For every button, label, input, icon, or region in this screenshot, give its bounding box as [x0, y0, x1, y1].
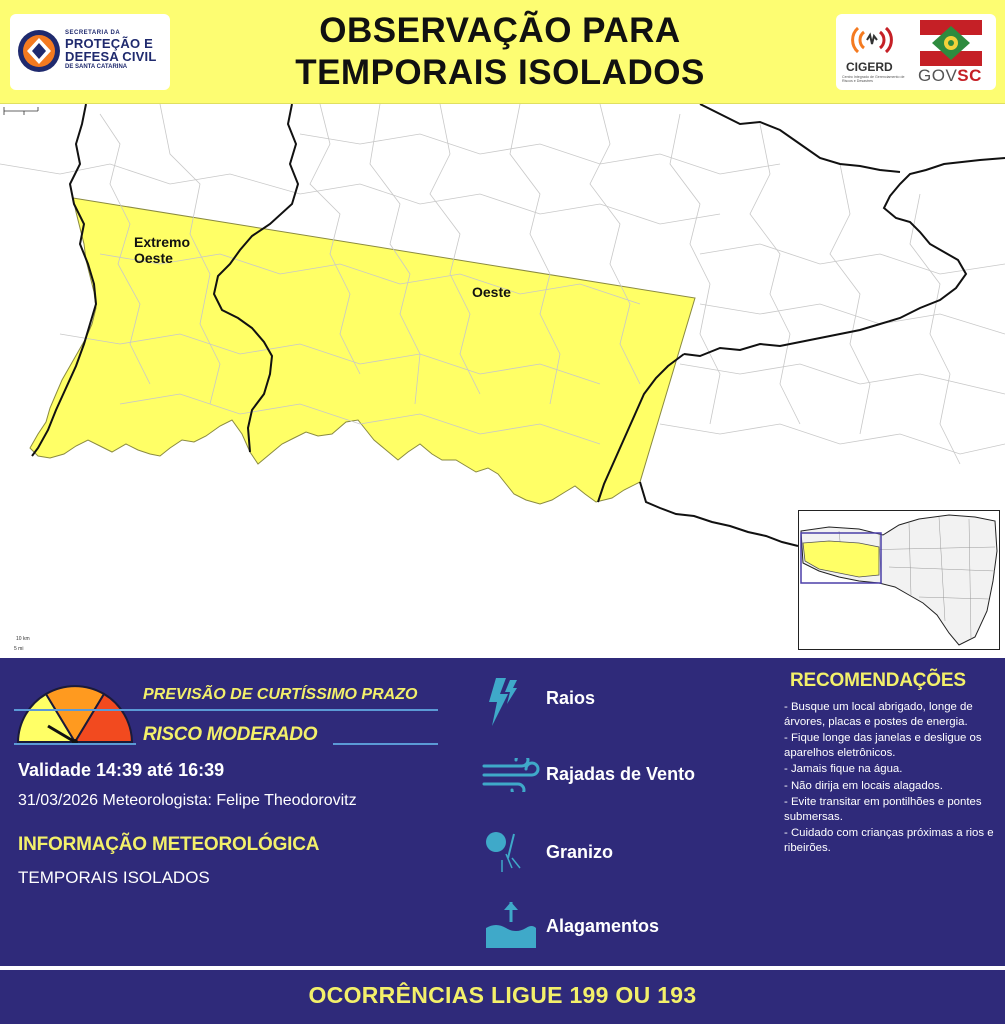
- title-line-2: TEMPORAIS ISOLADOS: [295, 53, 705, 92]
- list-item: - Cuidado com crianças próximas a rios e ribeirões.: [784, 827, 994, 854]
- agency-name: SECRETARIA DA PROTEÇÃO E DEFESA CIVIL DE SANTA CATARINA: [65, 30, 157, 70]
- alert-map: [0, 104, 1005, 658]
- govsc-wordmark: GOVSC: [918, 66, 982, 85]
- forecast-type: PREVISÃO DE CURTÍSSIMO PRAZO: [143, 686, 418, 703]
- region-label-extremo-oeste: Extremo Oeste: [134, 234, 191, 266]
- inset-map-canvas: [799, 511, 998, 648]
- validity-period: Validade 14:39 até 16:39: [18, 760, 225, 780]
- hail-icon: [484, 828, 524, 876]
- meteorologist-line: 31/03/2026 Meteorologista: Felipe Theodorovitz: [18, 792, 357, 809]
- defesa-civil-emblem-icon: [16, 28, 62, 74]
- footer: [0, 970, 1005, 1024]
- hazard-label-rajadas: Rajadas de Vento: [546, 764, 696, 784]
- info-text: TEMPORAIS ISOLADOS: [18, 868, 210, 887]
- title-line-1: OBSERVAÇÃO PARA: [319, 11, 681, 50]
- cigerd-subtitle: Centro Integrado de Gerenciamento de Riscos e Desastres: [842, 75, 905, 84]
- state-outline: [801, 515, 997, 645]
- info-panel: [0, 658, 1005, 966]
- hazard-label-alagamentos: Alagamentos: [546, 916, 660, 936]
- emergency-numbers: OCORRÊNCIAS LIGUE 199 OU 193: [308, 982, 697, 1008]
- hazard-label-granizo: Granizo: [546, 842, 614, 862]
- region-label-oeste: Oeste: [472, 284, 511, 300]
- list-item: - Evite transitar em pontilhões e pontes submersas.: [784, 796, 982, 823]
- scale-mi: 5 mi: [14, 646, 24, 652]
- government-logos: [836, 14, 996, 90]
- list-item: - Jamais fique na água.: [784, 763, 903, 775]
- scale-km: 10 km: [16, 636, 30, 642]
- risk-gauge-icon: [14, 680, 136, 746]
- flood-icon: [482, 900, 540, 950]
- cigerd-signal-icon: [850, 22, 894, 58]
- hazard-label-raios: Raios: [546, 688, 596, 708]
- inset-locator-map: [798, 510, 1000, 650]
- lightning-icon: [486, 678, 518, 728]
- page-title: [200, 10, 800, 94]
- recommendations-list: [784, 700, 994, 857]
- scale-bar: [0, 104, 40, 118]
- defesa-civil-logo: [10, 14, 170, 90]
- inset-alert-area: [803, 541, 879, 577]
- divider: [14, 709, 438, 711]
- sc-flag-icon: [920, 20, 982, 66]
- list-item: - Fique longe das janelas e desligue os aparelhos eletrônicos.: [784, 732, 982, 759]
- header: [0, 0, 1005, 104]
- wind-icon: [482, 758, 540, 792]
- risk-level: RISCO MODERADO: [143, 724, 318, 745]
- cigerd-name: CIGERD: [846, 60, 893, 74]
- recommendations-title: RECOMENDAÇÕES: [790, 670, 966, 691]
- list-item: - Não dirija em locais alagados.: [784, 779, 943, 792]
- info-title: INFORMAÇÃO METEOROLÓGICA: [18, 834, 320, 855]
- alert-area-polygon: [30, 198, 695, 504]
- list-item: - Busque um local abrigado, longe de árvores, placas e postes de energia.: [784, 701, 973, 728]
- divider: [333, 743, 438, 745]
